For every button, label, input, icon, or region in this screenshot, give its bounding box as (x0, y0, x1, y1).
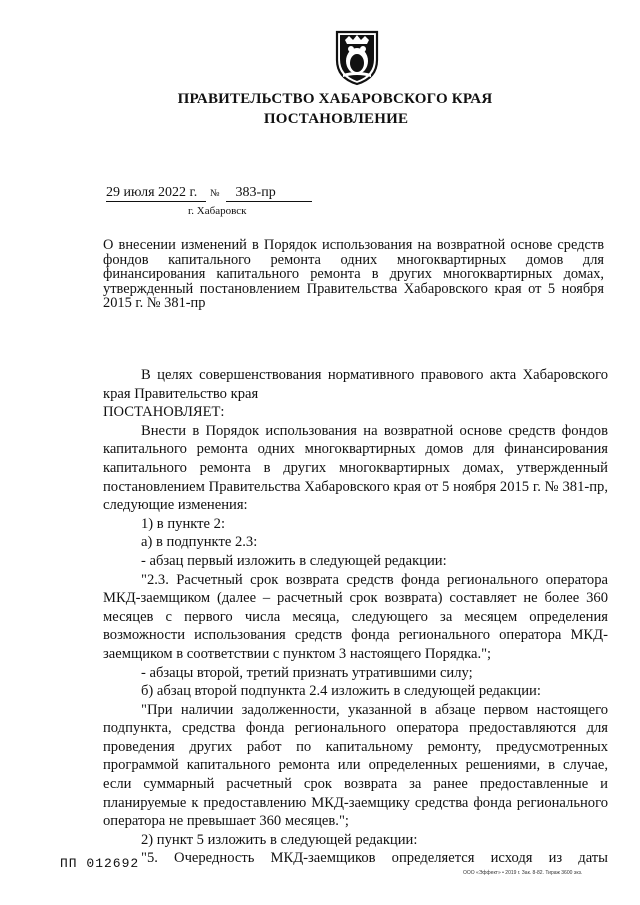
government-name: ПРАВИТЕЛЬСТВО ХАБАРОВСКОГО КРАЯ (177, 91, 493, 107)
preamble-paragraph: В целях совершенствования нормативного правового акта Хабаровского края Правительство края (103, 367, 608, 402)
document-subject: О внесении изменений в Порядок использования на возвратной основе средств фондов капитального ремонта одних многоквартирных домов для финансирования капитального ремонта в других многоквартирных домах, утвержденный постановлением Правительства Хабаровского края от 5 ноября 2015 г. № 381-пр (103, 237, 604, 311)
resolves-heading: ПОСТАНОВЛЯЕТ: (103, 404, 225, 421)
body-paragraph: б) абзац второй подпункта 2.4 изложить в следующей редакции: (141, 683, 541, 700)
body-paragraph: "2.3. Расчетный срок возврата средств фонда регионального оператора МКД-заемщиком (далее – расчетный срок возврата) составляет не более 360 месяцев с первого числа месяца, следующего за месяцем определения возможности использования средств фонда регионального оператора МКД-заемщиком в соответствии с пунктом 3 настоящего Порядка."; (103, 571, 608, 662)
body-paragraph: 2) пункт 5 изложить в следующей редакции: (141, 831, 418, 848)
document-body (103, 366, 608, 868)
body-paragraph: - абзац первый изложить в следующей редакции: (141, 552, 447, 569)
body-paragraph: - абзацы второй, третий признать утратившими силу; (141, 664, 473, 681)
body-paragraph: "При наличии задолженности, указанной в абзаце первом настоящего подпункта, средства фонда регионального оператора предоставляются для проведения других работ по капитальному ремонту, предусмотренных программой капитального ремонта или определенных решениями, в случае, если суммарный расчетный срок возврата за ранее предоставленные и планируемые к предоставлению МКД-заемщику средства фонда регионального оператора не превышает 360 месяцев."; (103, 701, 608, 830)
document-number: 383-пр (226, 185, 312, 202)
khabarovsk-coat-of-arms-icon (333, 30, 381, 86)
number-label: № (210, 188, 220, 199)
document-city: г. Хабаровск (188, 205, 247, 217)
printer-imprint: ООО «Эффект» • 2019 г. Зак. 8-82. Тираж 3600 экз. (463, 870, 583, 876)
body-paragraph: а) в подпункте 2.3: (141, 534, 258, 551)
body-paragraph: 1) в пункте 2: (141, 515, 226, 532)
body-paragraph: Внести в Порядок использования на возвратной основе средств фондов капитального ремонта одних многоквартирных домов для финансирования капитального ремонта в других многоквартирных домах, утвержденный постановлением Правительства Хабаровского края от 5 ноября 2015 г. № 381-пр, следующие изменения: (103, 422, 608, 514)
document-date: 29 июля 2022 г. (106, 185, 206, 202)
body-paragraph: "5. Очередность МКД-заемщиков определяется исходя из даты (141, 850, 608, 867)
form-serial-number: ПП 012692 (60, 856, 140, 871)
document-type: ПОСТАНОВЛЕНИЕ (263, 111, 409, 127)
document-date-number (106, 185, 312, 202)
